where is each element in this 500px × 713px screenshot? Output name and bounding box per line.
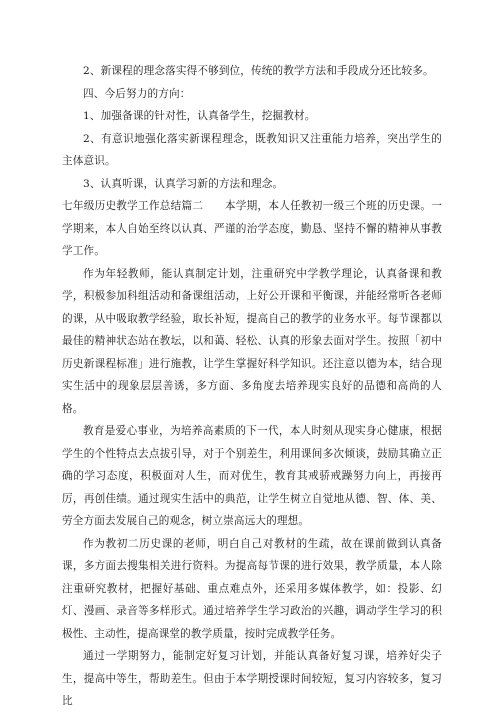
section-heading-future-direction: 四、今后努力的方向： (83, 87, 191, 100)
paragraph-article-two-intro: 七年级历史教学工作总结篇二 本学期，本人任教初一级三个班的历史课。一学期来，本人自始至终以认真、严谨的治学态度，勤恳、坚持不懈的精神从事教学工作。 (62, 200, 442, 257)
paragraph-education-love: 教育是爱心事业，为培养高素质的下一代，本人时刻从现实身心健康，根据学生的个性特点去点拔引导，对于个别差生，利用课间多次倾谈，鼓励其确立正确的学习态度，积极面对人生，而对优生，教育其戒骄戒躁努力向上，再接再厉，再创佳绩。通过现实生活中的典范，让学生树立自觉地从德、智、体、美、劳全方面去发展自己的观念，树立崇高远大的理想。 (62, 425, 442, 527)
paragraph-direction-2: 2、有意识地强化落实新课程理念，既教知识又注重能力培养，突出学生的主体意识。 (62, 132, 442, 167)
paragraph-grade-eight-history: 作为教初二历史课的老师，明白自己对教材的生疏，故在课前做到认真备课，多方面去搜集相关进行资料。为提高每节课的进行效果，教学质量，本人除注重研究教材，把握好基础、重点难点外，还采用多媒体教学，如：投影、幻灯、漫画、录音等多样形式。通过培养学生学习政治的兴趣，调动学生学习的积极性、主动性，提高课堂的教学质量，按时完成教学任务。 (62, 537, 442, 640)
paragraph-young-teacher: 作为年轻教师，能认真制定计划，注重研究中学教学理论，认真备课和教学，积极参加科组活动和备课组活动，上好公开课和平衡课，并能经常听各老师的课，从中吸取教学经验，取长补短，提高自己的教学的业务水平。每节课都以最佳的精神状态站在教坛，以和蔼、轻松、认真的形象去面对学生。按照「初中历史新课程标准」进行施教，让学生掌握好科学知识。还注意以德为本，结合现实生活中的现象层层善诱，多方面、多角度去培养现实良好的品德和高尚的人格。 (62, 267, 442, 415)
paragraph-direction-3: 3、认真听课，认真学习新的方法和理念。 (83, 177, 284, 190)
paragraph-review-plan: 通过一学期努力，能制定好复习计划，并能认真备好复习课，培养好尖子生，提高中等生，帮助差生。但由于本学期授课时间较短，复习内容较多，复习比 (62, 650, 442, 707)
paragraph-direction-1: 1、加强备课的针对性，认真备学生，挖掘教材。 (83, 110, 316, 122)
paragraph-problem-2: 2、新课程的理念落实得不够到位，传统的教学方法和手段成分还比较多。 (83, 65, 434, 77)
document-body (62, 60, 442, 713)
